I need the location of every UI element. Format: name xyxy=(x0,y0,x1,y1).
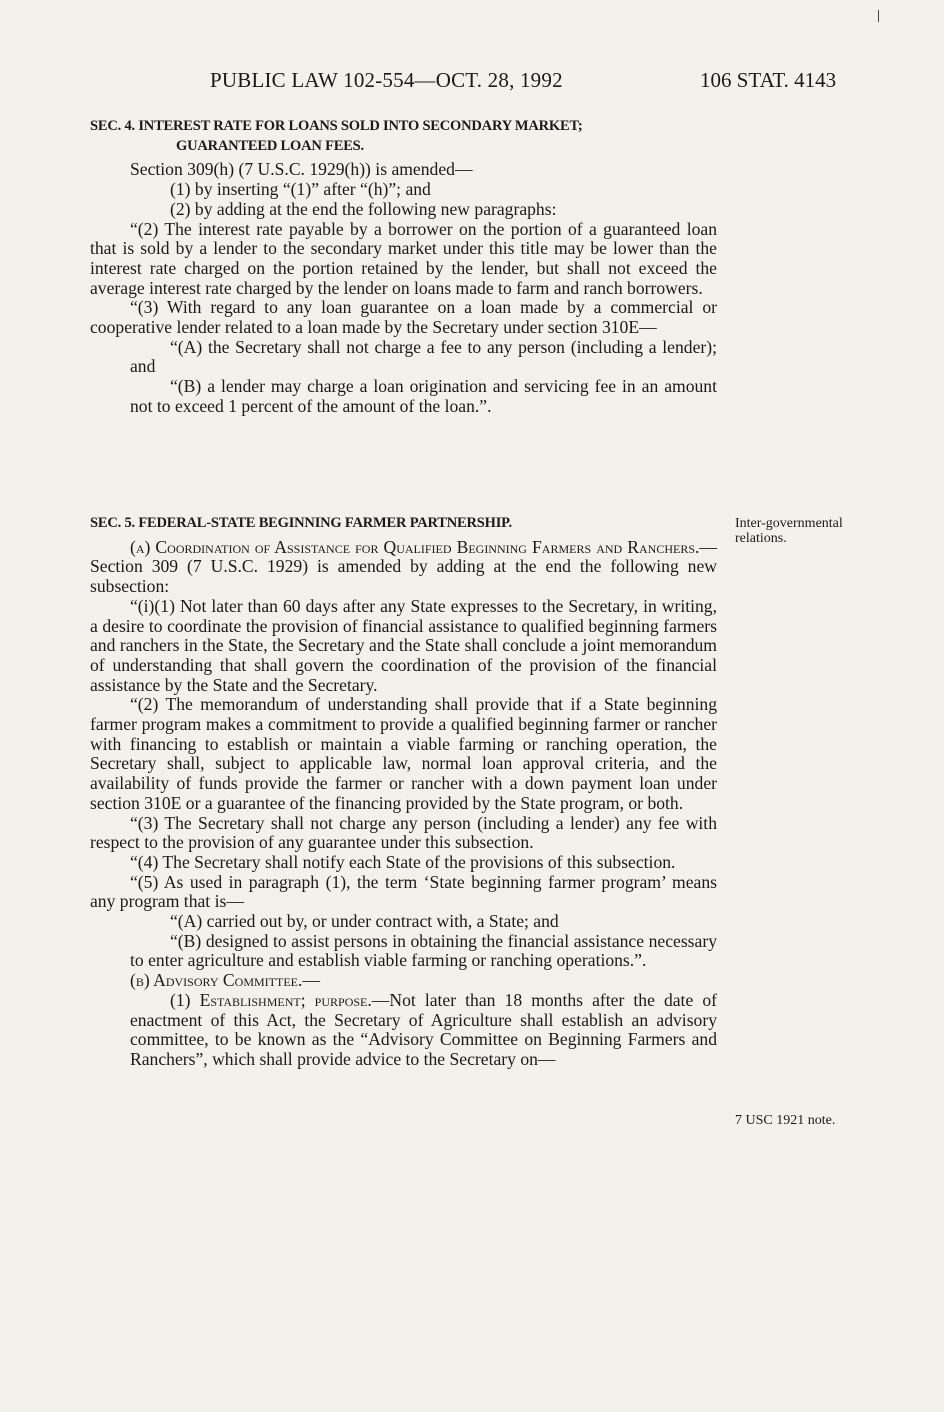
subsection-b-heading: (b) Advisory Committee. xyxy=(130,970,303,991)
section-4-heading-line2: GUARANTEED LOAN FEES. xyxy=(176,137,364,154)
subsection-b xyxy=(90,971,717,991)
paragraph: Section 309(h) (7 U.S.C. 1929(h)) is amended— xyxy=(130,159,473,180)
subsection-a-heading: (a) Coordination of Assistance for Qualified Beginning Farmers and Ranchers. xyxy=(130,536,700,557)
section-4-heading-line1: SEC. 4. INTEREST RATE FOR LOANS SOLD INTO SECONDARY MARKET; xyxy=(90,118,583,134)
paragraph: “(A) carried out by, or under contract with, a State; and xyxy=(170,911,559,932)
paragraph: (1) by inserting “(1)” after “(h)”; and xyxy=(170,179,431,200)
paragraph: (2) by adding at the end the following new paragraphs: xyxy=(170,198,557,219)
paragraph: “(i)(1) Not later than 60 days after any State expresses to the Secretary, in writing, a desire to coordinate the provision of financial assistance to qualified beginning farmers and ranchers in the State, the Secretary and the State shall conclude a joint memorandum of understanding that shall govern the coordination of the provision of the financial assistance by the State and the Secretary. xyxy=(90,595,717,695)
paragraph: “(5) As used in paragraph (1), the term ‘State beginning farmer program’ means any program that is— xyxy=(90,871,717,912)
section-4-heading xyxy=(90,117,717,156)
section-5 xyxy=(90,514,717,1070)
statute-page-number: 106 STAT. 4143 xyxy=(700,68,837,92)
subsection-a-text: —Section 309 (7 U.S.C. 1929) is amended by adding at the end the following new subsection: xyxy=(90,536,717,597)
paragraph: “(3) With regard to any loan guarantee on a loan made by a commercial or cooperative lender related to a loan made by the Secretary under section 310E— xyxy=(90,297,717,338)
paragraph-b1-text: —Not later than 18 months after the date of enactment of this Act, the Secretary of Agriculture shall establish an advisory committee, to be known as the “Advisory Committee on Beginning Farmers and Ranchers”, which shall provide advice to the Secretary on— xyxy=(130,989,717,1069)
paragraph: “(4) The Secretary shall notify each State of the provisions of this subsection. xyxy=(130,851,676,872)
paragraph: “(B) designed to assist persons in obtaining the financial assistance necessary to enter agriculture and establish viable farming or ranching operations.”. xyxy=(130,930,717,971)
paragraph-b1-heading: (1) Establishment; purpose. xyxy=(170,989,372,1010)
paragraph: “(2) The interest rate payable by a borrower on the portion of a guaranteed loan that is sold by a lender to the secondary market under this title may be lower than the interest rate charged on the portion retained by the lender, but shall not exceed the average interest rate charged by the lender on loans made to farm and ranch borrowers. xyxy=(90,218,717,298)
margin-note-usc: 7 USC 1921 note. xyxy=(735,1113,836,1128)
scan-mark xyxy=(878,10,879,22)
running-header-title: PUBLIC LAW 102-554—OCT. 28, 1992 xyxy=(210,68,563,92)
paragraph: “(3) The Secretary shall not charge any person (including a lender) any fee with respect to the provision of any guarantee under this subsection. xyxy=(90,812,717,853)
paragraph: “(2) The memorandum of understanding shall provide that if a State beginning farmer program makes a commitment to provide a qualified beginning farmer or rancher with financing to establish or maintain a viable farming or ranching operation, the Secretary shall, subject to applicable law, normal loan approval criteria, and the availability of funds provide the farmer or rancher with a down payment loan under section 310E or a guarantee of the financing provided by the State program, or both. xyxy=(90,694,717,813)
section-5-heading: SEC. 5. FEDERAL-STATE BEGINNING FARMER PARTNERSHIP. xyxy=(90,515,512,531)
margin-note-intergovernmental: Inter-governmental relations. xyxy=(735,516,843,546)
section-4 xyxy=(90,117,717,417)
subsection-a xyxy=(90,538,717,597)
paragraph-b1 xyxy=(90,991,717,1070)
subsection-b-text: — xyxy=(302,970,320,991)
paragraph: “(B) a lender may charge a loan origination and servicing fee in an amount not to exceed 1 percent of the amount of the loan.”. xyxy=(130,376,717,416)
paragraph: “(A) the Secretary shall not charge a fee to any person (including a lender); and xyxy=(130,336,717,377)
